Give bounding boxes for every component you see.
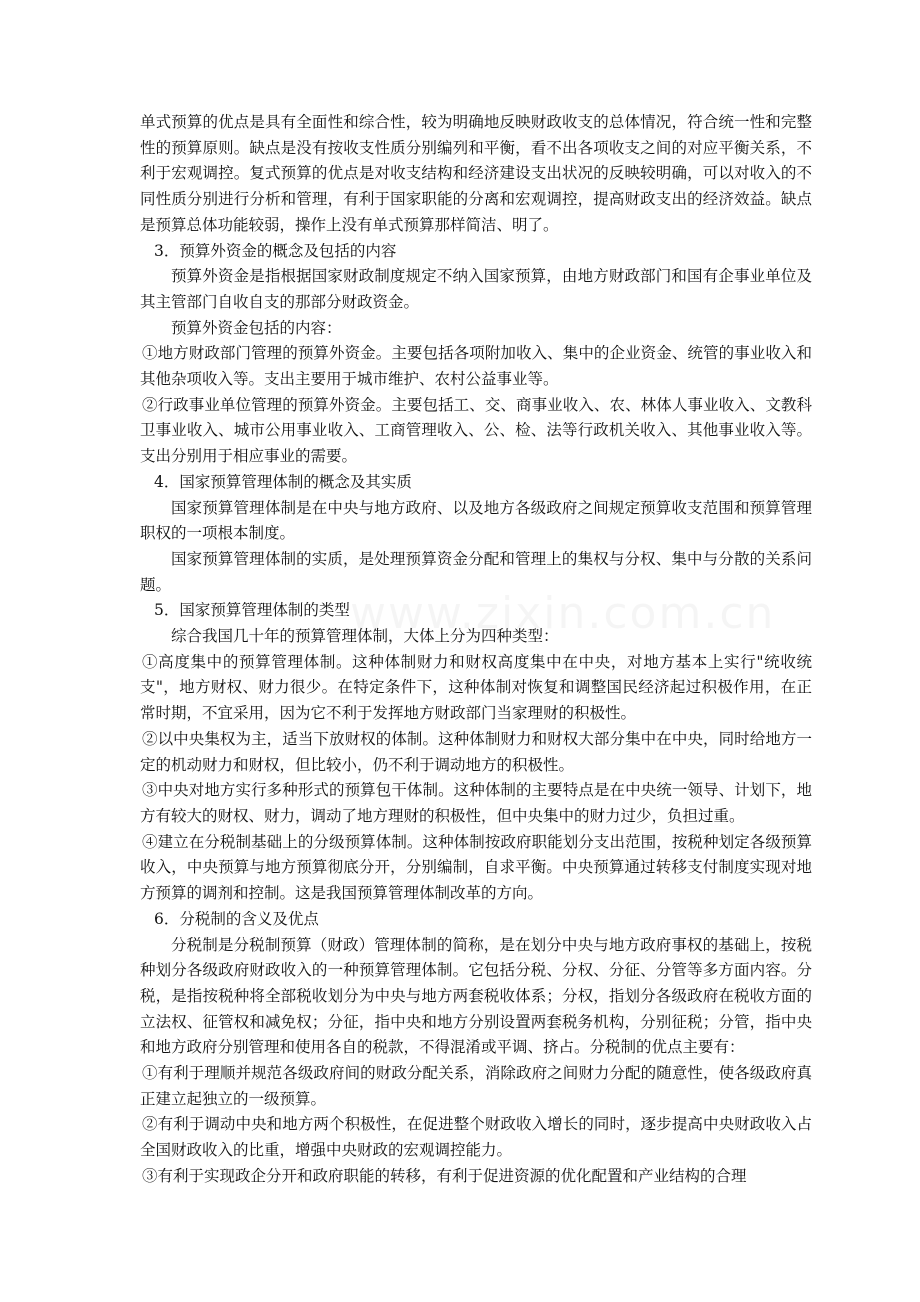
list-item-3: ③有利于实现政企分开和政府职能的转移，有利于促进资源的优化配置和产业结构的合理 <box>142 1166 747 1185</box>
paragraph-budget-system-definition: 国家预算管理体制是在中央与地方政府、以及地方各级政府之间规定预算收支范围和预算管理职权的一项根本制度。 <box>140 498 812 543</box>
list-item-2: ②行政事业单位管理的预算外资金。主要包括工、交、商事业收入、农、林体人事业收入、文教科卫事业收入、城市公用事业收入、工商管理收入、公、检、法等行政机关收入、其他事业收入等。支出分别用于相应事业的需要。 <box>140 395 812 466</box>
list-item-4: ④建立在分税制基础上的分级预算体制。这种体制按政府职能划分支出范围，按税种划定各级预算收入，中央预算与地方预算彻底分开，分别编制，自求平衡。中央预算通过转移支付制度实现对地方预算的调剂和控制。这是我国预算管理体制改革的方向。 <box>140 832 812 903</box>
section-heading-6: 6．分税制的含义及优点 <box>154 909 319 928</box>
paragraph-extrabudget-definition: 预算外资金是指根据国家财政制度规定不纳入国家预算，由地方财政部门和国有企事业单位及其主管部门自收自支的那部分财政资金。 <box>140 267 812 311</box>
paragraph-single-vs-compound-budget: 单式预算的优点是具有全面性和综合性，较为明确地反映财政收支的总体情况，符合统一性和完整性的预算原则。缺点是没有按收支性质分别编列和平衡，看不出各项收支之间的对应平衡关系，不利于宏观调控。复式预算的优点是对收支结构和经济建设支出状况的反映较明确，可以对收入的不同性质分别进行分析和管理，有利于国家职能的分离和宏观调控，提高财政支出的经济效益。缺点是预算总体功能较弱，操作上没有单式预算那样简洁、明了。 <box>140 113 812 234</box>
document-body <box>140 110 812 1190</box>
list-item-1: ①地方财政部门管理的预算外资金。主要包括各项附加收入、集中的企业资金、统管的事业收入和其他杂项收入等。支出主要用于城市维护、农村公益事业等。 <box>140 344 812 389</box>
section-heading-5: 5．国家预算管理体制的类型 <box>154 601 350 620</box>
paragraph-budget-system-essence: 国家预算管理体制的实质，是处理预算资金分配和管理上的集权与分权、集中与分散的关系问题。 <box>140 549 812 594</box>
list-item-3: ③中央对地方实行多种形式的预算包干体制。这种体制的主要特点是在中央统一领导、计划下，地方有较大的财权、财力，调动了地方理财的积极性，但中央集中的财力过少，负担过重。 <box>140 781 812 825</box>
paragraph-extrabudget-contents-intro: 预算外资金包括的内容： <box>171 318 342 337</box>
paragraph-tax-sharing-definition: 分税制是分税制预算（财政）管理体制的简称，是在划分中央与地方政府事权的基础上，按税种划分各级政府财政收入的一种预算管理体制。它包括分税、分权、分征、分管等多方面内容。分税，是指按税种将全部税收划分为中央与地方两套税收体系；分权，指划分各级政府在税收方面的立法权、征管权和减免权；分征，指中央和地方分别设置两套税务机构，分别征税；分管，指中央和地方政府分别管理和使用各自的税款，不得混淆或平调、挤占。分税制的优点主要有： <box>140 935 812 1057</box>
paragraph-types-intro: 综合我国几十年的预算管理体制，大体上分为四种类型： <box>171 627 559 646</box>
list-item-2: ②有利于调动中央和地方两个积极性，在促进整个财政收入增长的同时，逐步提高中央财政收入占全国财政收入的比重，增强中央财政的宏观调控能力。 <box>140 1115 812 1160</box>
list-item-2: ②以中央集权为主，适当下放财权的体制。这种体制财力和财权大部分集中在中央，同时给地方一定的机动财力和财权，但比较小，仍不利于调动地方的积极性。 <box>140 729 812 774</box>
section-heading-4: 4．国家预算管理体制的概念及其实质 <box>154 472 412 491</box>
list-item-1: ①高度集中的预算管理体制。这种体制财力和财权高度集中在中央，对地方基本上实行"统收统支"，地方财权、财力很少。在特定条件下，这种体制对恢复和调整国民经济起过积极作用，在正常时期，不宜采用，因为它不利于发挥地方财政部门当家理财的积极性。 <box>140 652 812 723</box>
list-item-1: ①有利于理顺并规范各级政府间的财政分配关系，消除政府之间财力分配的随意性，使各级政府真正建立起独立的一级预算。 <box>140 1064 812 1108</box>
section-heading-3: 3．预算外资金的概念及包括的内容 <box>154 241 397 260</box>
